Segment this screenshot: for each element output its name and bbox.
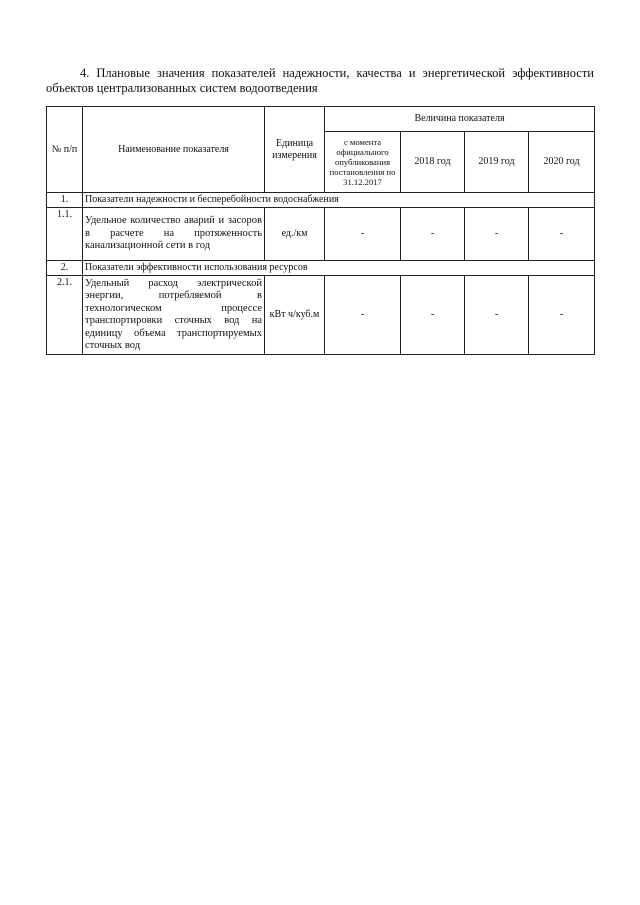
- value-2019: -: [465, 208, 529, 261]
- row-number: 1.1.: [47, 208, 83, 261]
- table-row-section: [47, 261, 595, 276]
- table-row: [47, 276, 595, 355]
- section-heading: 4. Плановые значения показателей надежности, качества и энергетической эффективности объектов централизованных систем водоотведения: [46, 66, 594, 95]
- indicator-name: Удельное количество аварий и засоров в расчете на протяженность канализационной сети в год: [83, 208, 265, 261]
- section-title: Показатели надежности и бесперебойности водоснабжения: [83, 193, 595, 208]
- header-year-2018: 2018 год: [401, 132, 465, 193]
- value-2019: -: [465, 276, 529, 355]
- value-2018: -: [401, 208, 465, 261]
- value-2020: -: [529, 208, 595, 261]
- header-unit: Единица измерения: [265, 107, 325, 193]
- section-title: Показатели эффективности использования ресурсов: [83, 261, 595, 276]
- table-row: [47, 208, 595, 261]
- value-since-publication: -: [325, 276, 401, 355]
- value-2020: -: [529, 276, 595, 355]
- indicator-name: Удельный расход электрической энергии, потребляемой в технологическом процессе транспортировки сточных вод на единицу объема транспортируемых сточных вод: [83, 276, 265, 355]
- header-value-group: Величина показателя: [325, 107, 595, 132]
- indicator-unit: кВт ч/куб.м: [265, 276, 325, 355]
- row-number: 2.: [47, 261, 83, 276]
- header-number: № п/п: [47, 107, 83, 193]
- indicator-unit: ед./км: [265, 208, 325, 261]
- header-since-publication: с момента официального опубликования постановления по 31.12.2017: [325, 132, 401, 193]
- table-header-row: [47, 107, 595, 132]
- header-year-2019: 2019 год: [465, 132, 529, 193]
- value-since-publication: -: [325, 208, 401, 261]
- value-2018: -: [401, 276, 465, 355]
- header-name: Наименование показателя: [83, 107, 265, 193]
- row-number: 1.: [47, 193, 83, 208]
- indicators-table: [46, 106, 595, 355]
- row-number: 2.1.: [47, 276, 83, 355]
- header-year-2020: 2020 год: [529, 132, 595, 193]
- table-row-section: [47, 193, 595, 208]
